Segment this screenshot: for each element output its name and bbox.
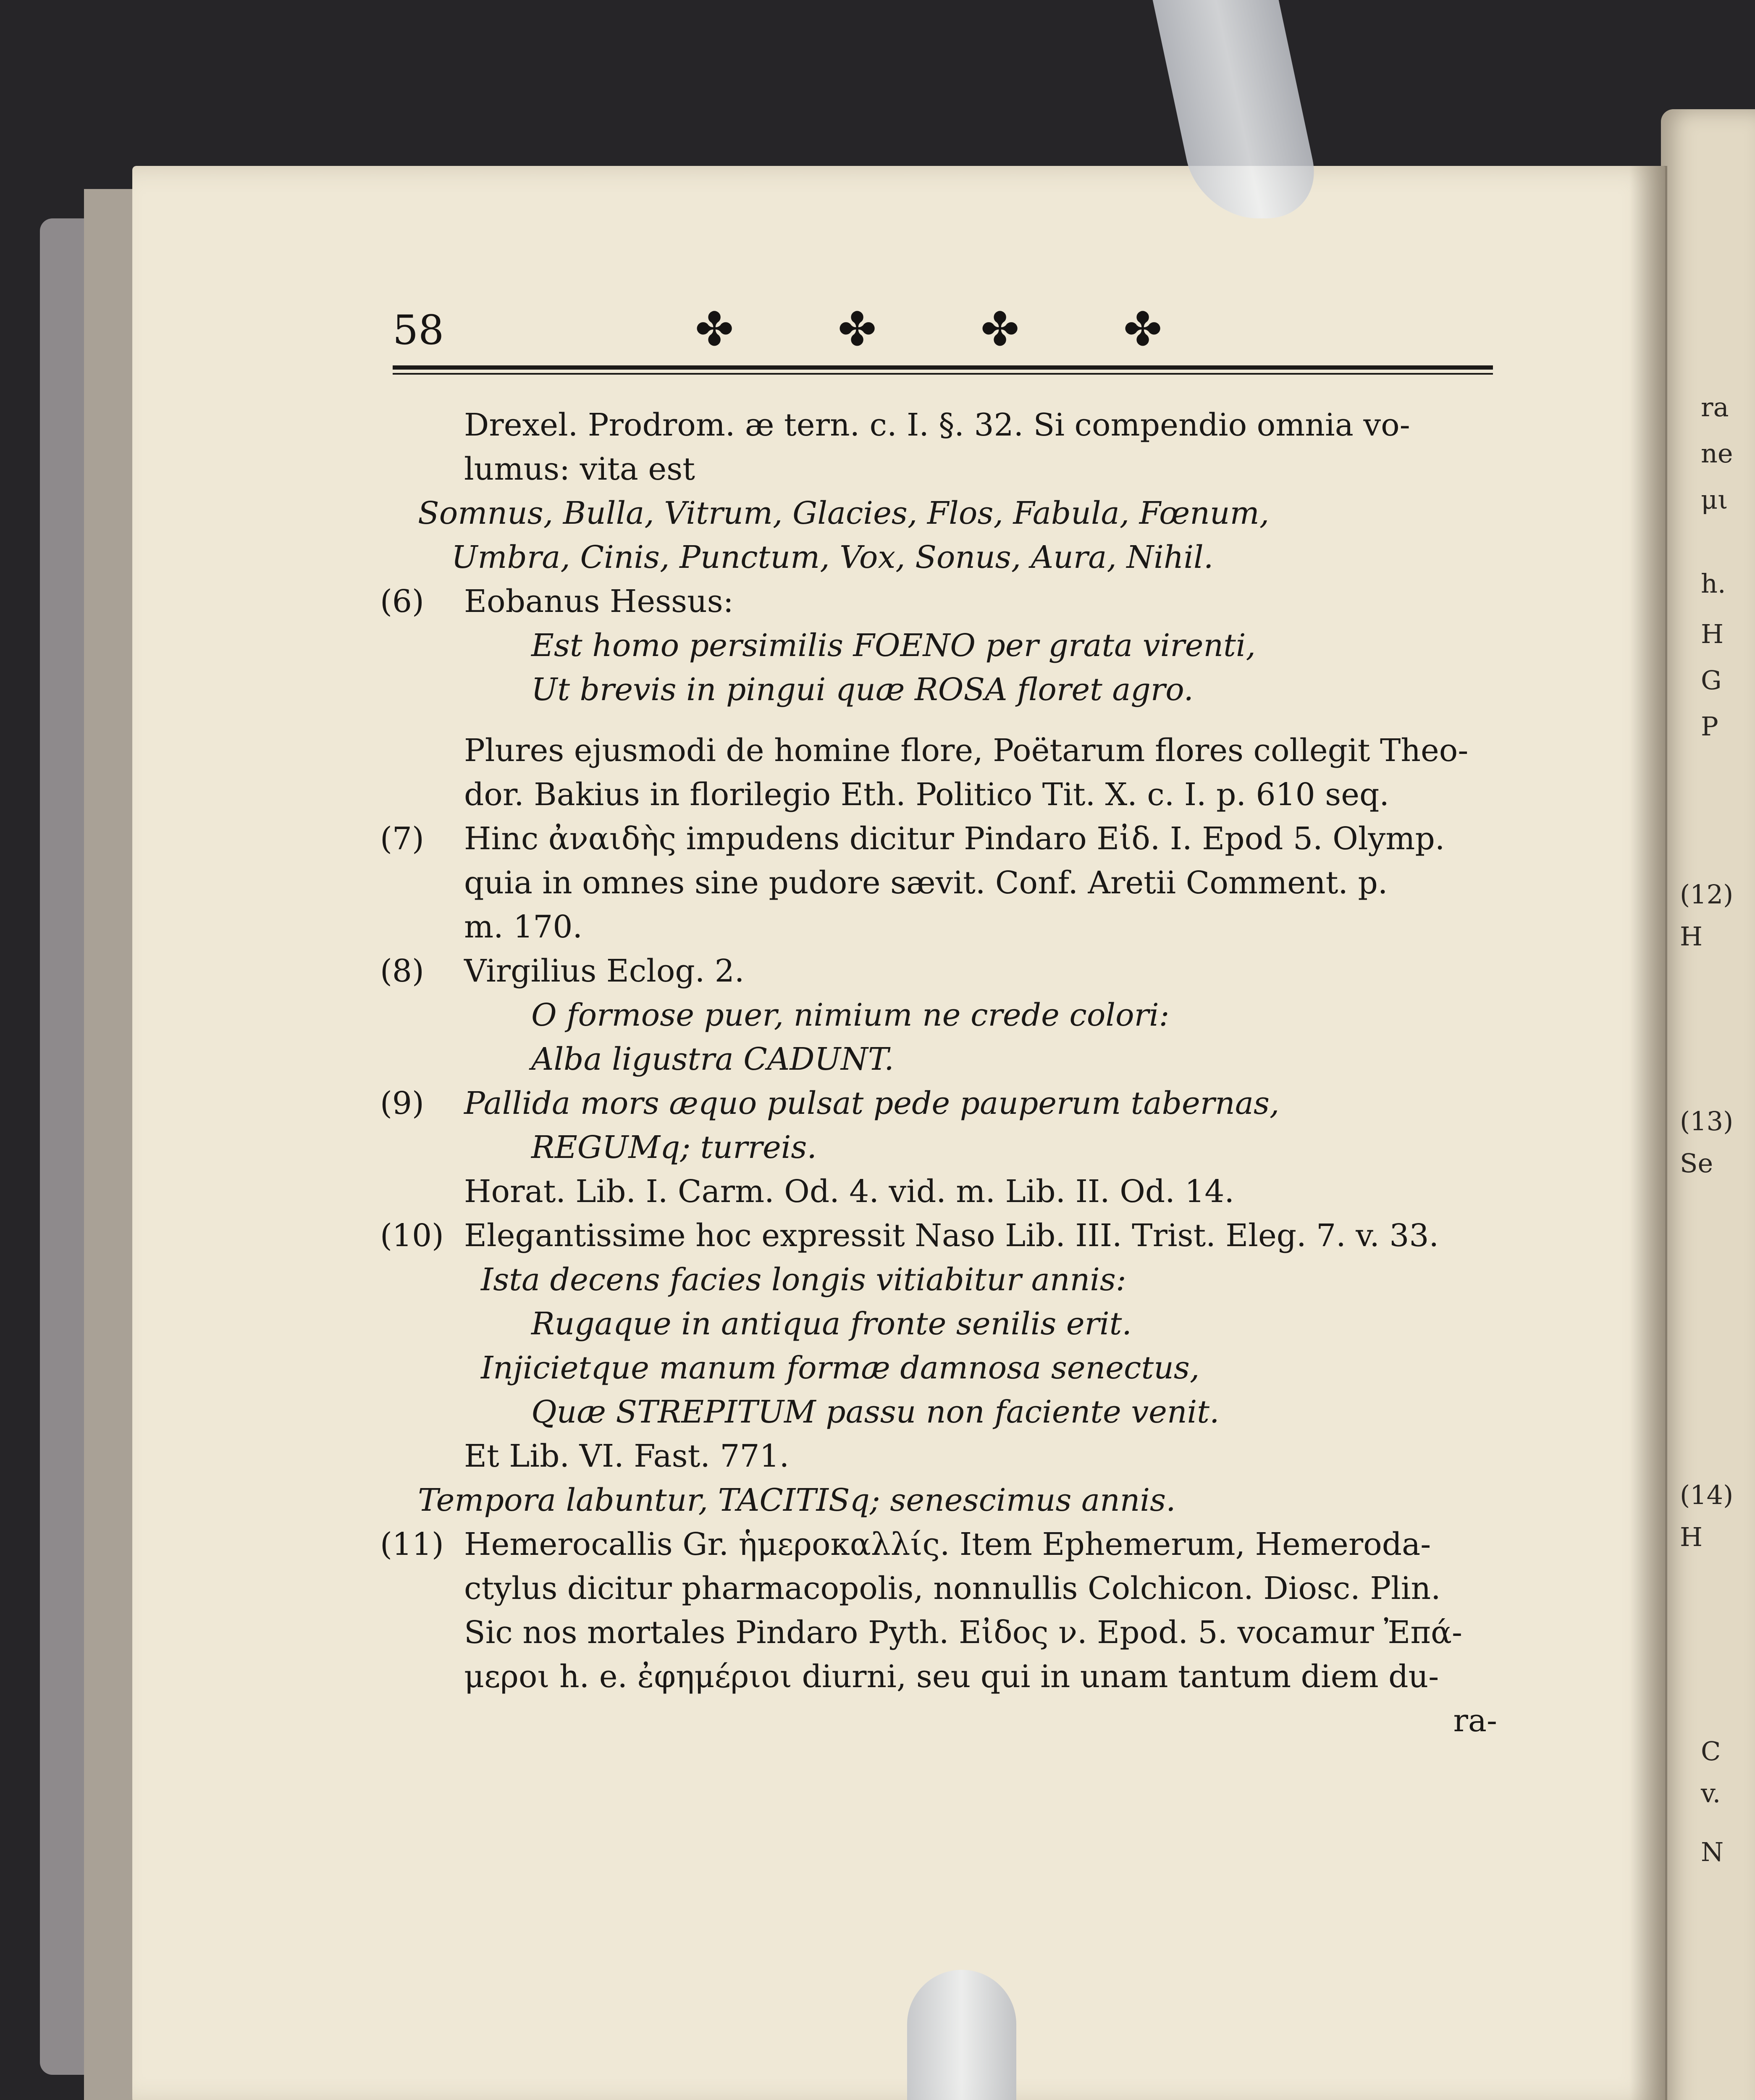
line-text: Quæ STREPITUM passu non faciente venit. [531,1394,1220,1430]
facing-page-fragment: P [1701,711,1718,742]
text-line [380,1346,1497,1390]
line-text: Rugaque in antiqua fronte senilis erit. [531,1306,1132,1342]
line-text: Hinc ἀναιδὴς impudens dicitur Pindaro Εἰδ. I. Epod 5. Olymp. [464,821,1445,857]
facing-page-fragment: G [1701,665,1722,696]
page-body [380,403,1497,1743]
text-line [380,668,1497,712]
page-header [393,302,1493,378]
text-line [380,905,1497,949]
line-text: dor. Bakius in florilegio Eth. Politico Tit. X. c. I. p. 610 seq. [464,777,1389,813]
facing-page-fragment: (12) H [1680,879,1734,952]
text-line [380,1478,1497,1522]
line-text: Injicietque manum formæ damnosa senectus, [481,1350,1200,1386]
line-text: lumus: vita est [464,451,695,487]
text-line [380,1522,1497,1567]
line-text: m. 170. [464,909,582,945]
note-number: (11) [380,1526,444,1562]
line-text: Elegantissime hoc expressit Naso Lib. III. Trist. Eleg. 7. v. 33. [464,1218,1439,1254]
text-line [380,1302,1497,1346]
line-text: quia in omnes sine pudore sævit. Conf. Aretii Comment. p. [464,865,1388,901]
facing-page-fragment: ra [1701,392,1729,423]
line-text: Horat. Lib. I. Carm. Od. 4. vid. m. Lib. II. Od. 14. [464,1173,1234,1210]
line-text: Ista decens facies longis vitiabitur annis: [481,1262,1126,1298]
facing-page-fragment: (14) H [1680,1480,1734,1552]
text-line [380,729,1497,773]
line-text: Plures ejusmodi de homine flore, Poëtarum flores collegit Theo- [464,732,1469,769]
text-line [380,1655,1497,1699]
text-line [380,1390,1497,1434]
text-line [380,773,1497,817]
text-line [380,403,1497,447]
facing-page-fragment: ne [1701,438,1733,469]
text-line [380,817,1497,861]
ornament-icon: ✤ [981,302,1020,356]
text-line [380,536,1497,580]
text-line [380,1567,1497,1611]
ornament-icon: ✤ [838,302,877,356]
text-line [380,1214,1497,1258]
text-line [380,1258,1497,1302]
facing-page-fragment: h. [1701,568,1726,599]
facing-page-fragment: μι [1701,484,1728,515]
facing-page-fragment: H [1701,619,1724,649]
note-number: (6) [380,583,424,620]
text-line [380,1082,1497,1126]
note-number: (10) [380,1218,444,1254]
line-text: Somnus, Bulla, Vitrum, Glacies, Flos, Fabula, Fœnum, [418,495,1270,531]
text-line [380,1126,1497,1170]
text-line [380,1434,1497,1478]
line-text: Drexel. Prodrom. æ tern. c. I. §. 32. Si compendio omnia vo- [464,407,1410,443]
text-line [380,1170,1497,1214]
page-number: 58 [393,307,444,354]
ornament-icon: ✤ [1123,302,1162,356]
line-text: Est homo persimilis FOENO per grata virenti, [531,627,1256,664]
line-text: Et Lib. VI. Fast. 771. [464,1438,790,1474]
text-line [380,624,1497,668]
facing-page-fragment: C [1701,1736,1721,1767]
book-strap-bottom [907,1970,1016,2100]
text-line [380,861,1497,905]
facing-page-fragment: (13) Se [1680,1106,1734,1179]
text-line [380,993,1497,1037]
text-line [380,1037,1497,1082]
line-text: Pallida mors æquo pulsat pede pauperum tabernas, [464,1085,1280,1121]
line-text: Umbra, Cinis, Punctum, Vox, Sonus, Aura, Nihil. [451,539,1214,575]
text-line [380,491,1497,536]
line-text: Tempora labuntur, TACITISq; senescimus annis. [418,1482,1176,1518]
ornament-icon: ✤ [695,302,734,356]
catchword: ra- [1453,1703,1497,1739]
line-text: REGUMq; turreis. [531,1129,817,1166]
line-text: Eobanus Hessus: [464,583,734,620]
text-line [380,1611,1497,1655]
line-text: Ut brevis in pingui quæ ROSA floret agro. [531,672,1194,708]
line-text: ctylus dicitur pharmacopolis, nonnullis Colchicon. Diosc. Plin. [464,1570,1441,1606]
note-number: (9) [380,1085,424,1121]
text-line [380,949,1497,993]
line-text: Sic nos mortales Pindaro Pyth. Εἰδος ν. Epod. 5. vocamur Ἐπά- [464,1614,1463,1651]
note-number: (8) [380,953,424,989]
line-text: μεροι h. e. ἐφημέριοι diurni, seu qui in unam tantum diem du- [464,1659,1439,1695]
facing-page-fragment: N [1701,1837,1724,1867]
line-text: Alba ligustra CADUNT. [531,1041,894,1077]
header-rule [393,365,1493,370]
text-line [380,447,1497,491]
line-text: Virgilius Eclog. 2. [464,953,745,989]
text-line [380,580,1497,624]
line-text: Hemerocallis Gr. ἡμεροκαλλίς. Item Ephemerum, Hemeroda- [464,1526,1431,1562]
spine-shadow [1629,166,1667,2100]
note-number: (7) [380,821,424,857]
facing-page-fragment: v. [1701,1778,1721,1809]
line-text: O formose puer, nimium ne crede colori: [531,997,1170,1033]
header-rule-thin [393,373,1493,375]
